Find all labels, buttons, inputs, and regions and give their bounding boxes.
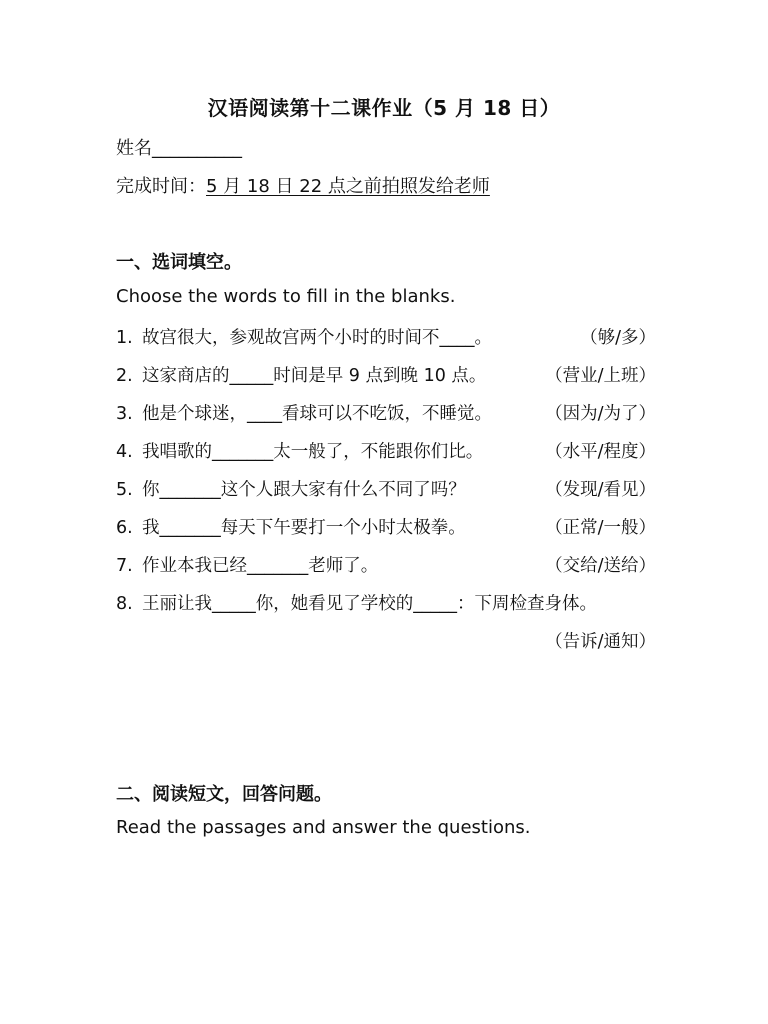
question-item bbox=[116, 590, 656, 615]
question-item bbox=[116, 362, 656, 387]
question-text: 我_______每天下午要打一个小时太极拳。 bbox=[142, 518, 466, 538]
question-text: 你_______这个人跟大家有什么不同了吗？ bbox=[142, 480, 466, 500]
question-item bbox=[116, 552, 656, 577]
question-options: （正常/一般） bbox=[545, 518, 656, 538]
question-options: （营业/上班） bbox=[545, 366, 656, 386]
question-number: 1. bbox=[116, 328, 133, 348]
question-text: 这家商店的_____时间是早 9 点到晚 10 点。 bbox=[142, 366, 487, 386]
question-number: 2. bbox=[116, 366, 133, 386]
question-options: （告诉/通知） bbox=[545, 632, 656, 652]
question-number: 5. bbox=[116, 480, 133, 500]
question-text: 王丽让我_____你，她看见了学校的_____：下周检查身体。 bbox=[142, 594, 597, 614]
deadline-value: 5 月 18 日 22 点之前拍照发给老师 bbox=[206, 176, 490, 197]
question-item bbox=[116, 476, 656, 501]
question-options: （因为/为了） bbox=[545, 404, 656, 424]
question-number: 7. bbox=[116, 556, 133, 576]
question-item bbox=[116, 514, 656, 539]
question-number: 4. bbox=[116, 442, 133, 462]
question-options: （发现/看见） bbox=[545, 480, 656, 500]
question-item bbox=[116, 438, 656, 463]
question-text: 我唱歌的_______太一般了，不能跟你们比。 bbox=[142, 442, 484, 462]
question-item bbox=[116, 400, 656, 425]
question-item bbox=[116, 324, 656, 349]
question-text: 他是个球迷，____看球可以不吃饭，不睡觉。 bbox=[142, 404, 492, 424]
deadline-line bbox=[116, 172, 490, 198]
question-text: 作业本我已经_______老师了。 bbox=[142, 556, 379, 576]
question-number: 3. bbox=[116, 404, 133, 424]
deadline-label: 完成时间： bbox=[116, 176, 206, 197]
question-number: 6. bbox=[116, 518, 133, 538]
name-field-label: 姓名__________ bbox=[116, 138, 242, 159]
question-number: 8. bbox=[116, 594, 133, 614]
page-title: 汉语阅读第十二课作业（5 月 18 日） bbox=[207, 96, 561, 120]
question-text: 故宫很大，参观故宫两个小时的时间不____。 bbox=[142, 328, 492, 348]
question-options: （交给/送给） bbox=[545, 556, 656, 576]
section1-heading: 一、选词填空。 bbox=[116, 252, 242, 273]
question-options: （水平/程度） bbox=[545, 442, 656, 462]
section1-instruction: Choose the words to fill in the blanks. bbox=[116, 286, 456, 307]
section2-heading: 二、阅读短文，回答问题。 bbox=[116, 784, 332, 805]
question-options: （够/多） bbox=[580, 328, 656, 348]
section2-instruction: Read the passages and answer the questions. bbox=[116, 817, 531, 838]
